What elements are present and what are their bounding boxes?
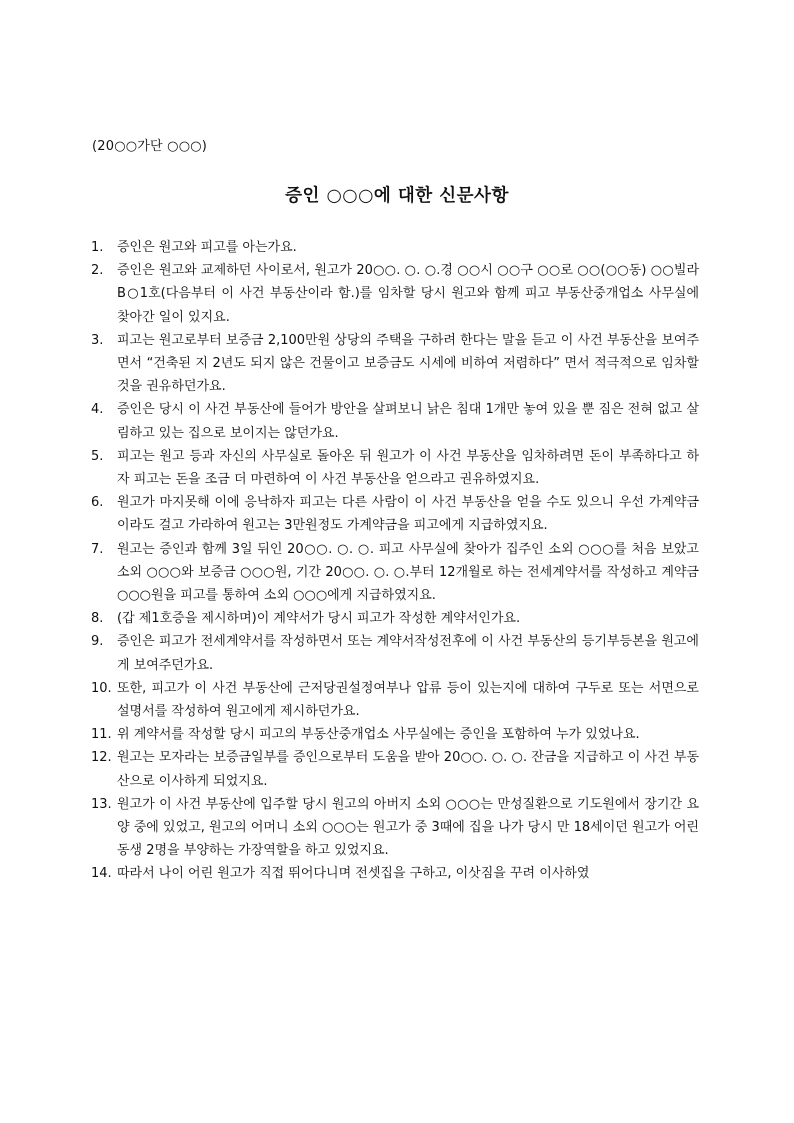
question-text: 증인은 당시 이 사건 부동산에 들어가 방안을 살펴보니 낡은 침대 1개만 놓여 있을 뿐 짐은 전혀 없고 살림하고 있는 집으로 보이지는 않던가요. (117, 402, 699, 441)
question-text: 피고는 원고 등과 자신의 사무실로 돌아온 뒤 원고가 이 사건 부동산을 임차하려면 돈이 부족하다고 하자 피고는 돈을 조금 더 마련하여 이 사건 부동산을 얻으라고 권유하였지요. (117, 448, 699, 488)
list-item (91, 329, 699, 399)
question-text: 또한, 피고가 이 사건 부동산에 근저당권설정여부나 압류 등이 있는지에 대하여 구두로 또는 서면으로 설명서를 작성하여 원고에게 제시하던가요. (117, 680, 699, 720)
list-item (91, 677, 699, 723)
list-item (91, 723, 699, 746)
question-text: 증인은 피고가 전세계약서를 작성하면서 또는 계약서작성전후에 이 사건 부동산의 등기부등본을 원고에게 보여주던가요. (117, 634, 699, 673)
list-item (91, 491, 699, 537)
question-number: 8. (91, 611, 104, 627)
list-item (91, 398, 699, 444)
question-text: 피고는 원고로부터 보증금 2,100만원 상당의 주택을 구하려 한다는 말을 듣고 이 사건 부동산을 보여주면서 “건축된 지 2년도 되지 않은 건물이고 보증금도 시세에 비하여 저렴하다” 면서 적극적으로 임차할 것을 권유하던가요. (117, 332, 699, 395)
question-number: 6. (91, 495, 104, 511)
list-item (91, 607, 699, 630)
list-item (91, 862, 699, 885)
question-number: 7. (91, 541, 104, 557)
question-number: 13. (91, 796, 112, 812)
question-number: 4. (91, 402, 104, 418)
question-number: 11. (91, 727, 112, 743)
question-number: 3. (91, 332, 104, 348)
question-number: 5. (91, 448, 104, 464)
question-text: 원고는 증인과 함께 3일 뒤인 20○○. ○. ○. 피고 사무실에 찾아가 집주인 소외 ○○○를 처음 보았고 소외 ○○○와 보증금 ○○○원, 기간 20○○. ○. ○.부터 12개월로 하는 전세계약서를 작성하고 계약금 ○○○원을 피고를 통하여 소외 ○○○에게 지급하였지요. (117, 541, 699, 604)
question-number: 1. (91, 240, 104, 255)
question-text: 원고는 모자라는 보증금일부를 증인으로부터 도움을 받아 20○○. ○. ○. 잔금을 지급하고 이 사건 부동산으로 이사하게 되었지요. (117, 750, 699, 789)
question-text: 위 계약서를 작성할 당시 피고의 부동산중개업소 사무실에는 증인을 포함하여 누가 있었나요. (117, 727, 640, 743)
list-item (91, 259, 699, 329)
question-number: 10. (91, 680, 112, 696)
question-text: 따라서 나이 어린 원고가 직접 뛰어다니며 전셋집을 구하고, 이삿짐을 꾸려 이사하였 (117, 866, 590, 882)
document-title: 증인 ○○○에 대한 신문사항 (285, 186, 509, 206)
list-item (91, 630, 699, 676)
list-item (91, 746, 699, 792)
case-number: (20○○가단 ○○○) (92, 139, 208, 154)
question-text: 증인은 원고와 교제하던 사이로서, 원고가 20○○. ○. ○.경 ○○시 ○○구 ○○로 ○○(○○동) ○○빌라 B○1호(다음부터 이 사건 부동산이라 함.)를 임차할 당시 원고와 함께 피고 부동산중개업소 사무실에 찾아간 일이 있지요. (117, 263, 699, 325)
question-text: 원고가 이 사건 부동산에 입주할 당시 원고의 아버지 소외 ○○○는 만성질환으로 기도원에서 장기간 요양 중에 있었고, 원고의 어머니 소외 ○○○는 원고가 중 3때에 집을 나가 당시 만 18세이던 원고가 어린 동생 2명을 부양하는 가장역할을 하고 있었지요. (117, 796, 699, 859)
list-item (91, 236, 699, 259)
question-text: 원고가 마지못해 이에 응낙하자 피고는 다른 사람이 이 사건 부동산을 얻을 수도 있으니 우선 가계약금이라도 걸고 가라하여 원고는 3만원정도 가계약금을 피고에게 지급하였지요. (117, 495, 699, 534)
question-number: 9. (91, 634, 104, 650)
question-number: 14. (91, 866, 112, 882)
question-text: 증인은 원고와 피고를 아는가요. (117, 240, 297, 255)
list-item (91, 538, 699, 608)
question-list (91, 236, 699, 886)
list-item (91, 445, 699, 491)
question-number: 2. (91, 263, 104, 279)
question-number: 12. (91, 750, 112, 766)
question-text: (갑 제1호증을 제시하며)이 계약서가 당시 피고가 작성한 계약서인가요. (117, 611, 521, 627)
list-item (91, 793, 699, 863)
